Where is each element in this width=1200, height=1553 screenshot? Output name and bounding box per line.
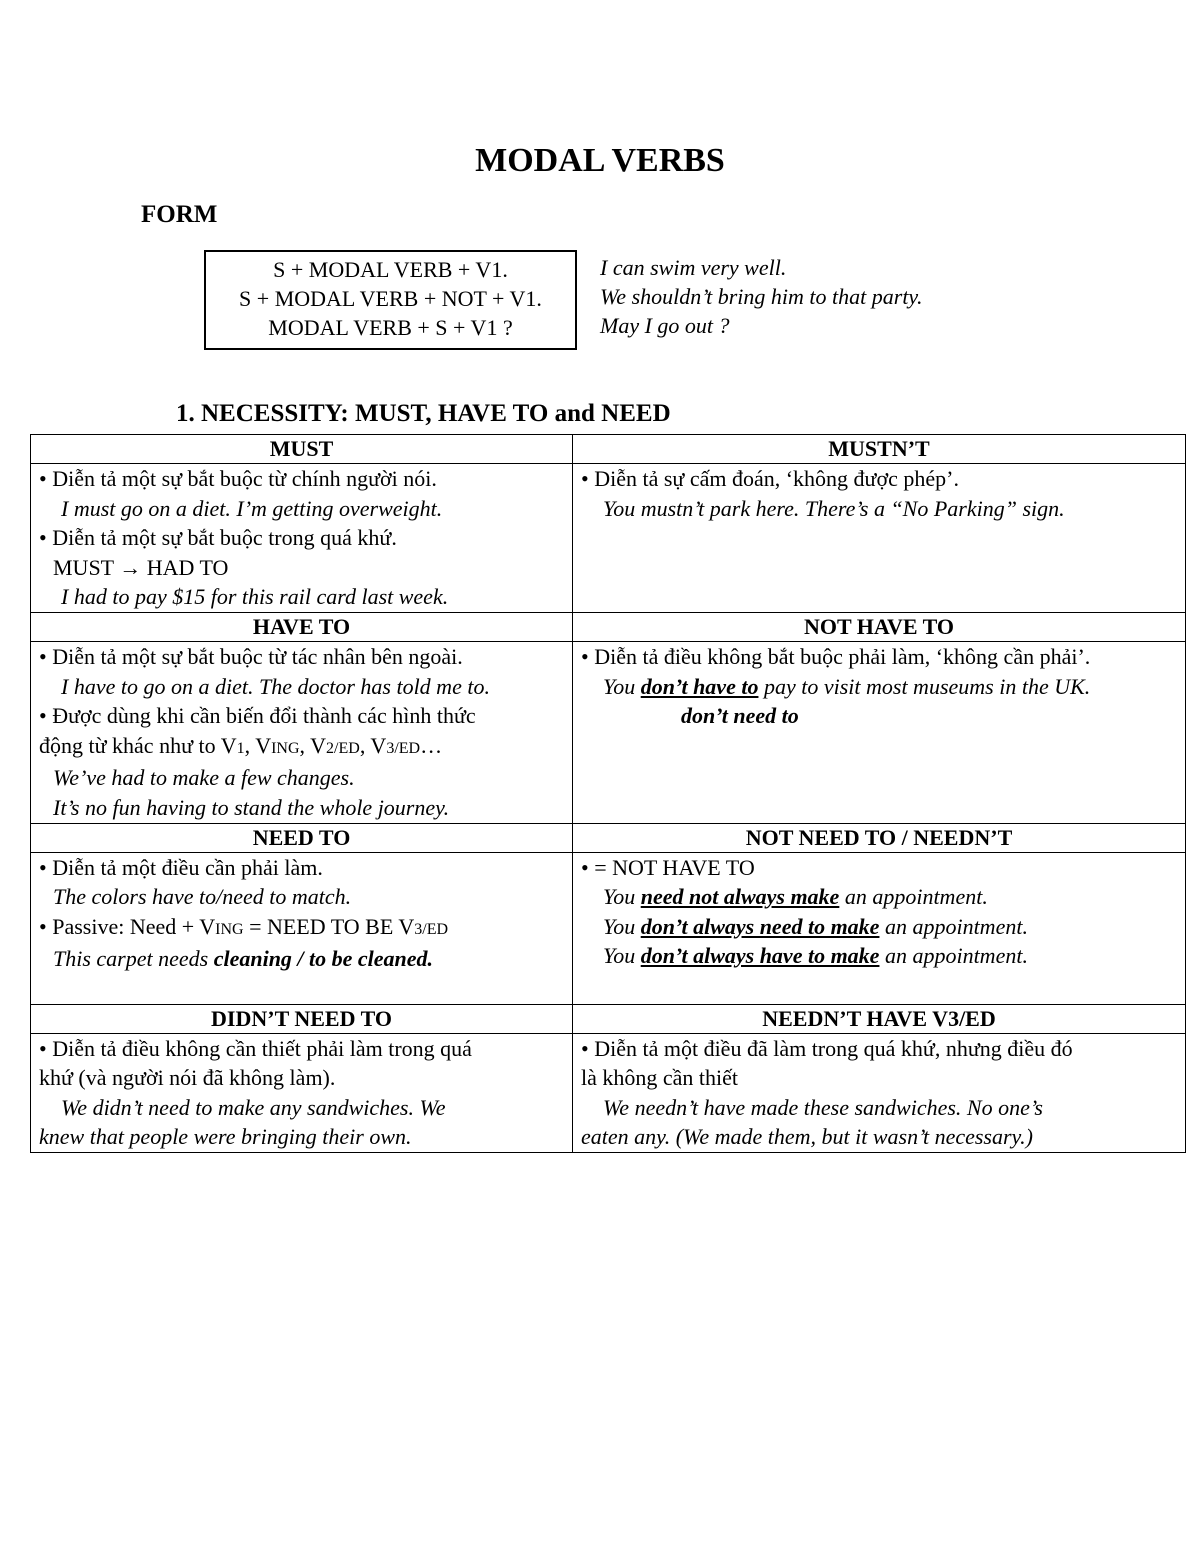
header-not-need-to: NOT NEED TO / NEEDN’T: [573, 823, 1186, 852]
text-span: an appointment.: [879, 913, 1028, 939]
cell-didnt-need-to: [31, 1033, 573, 1152]
header-have-to: HAVE TO: [31, 612, 573, 641]
header-must: MUST: [31, 435, 573, 464]
example-text: It’s no fun having to stand the whole journey.: [53, 794, 450, 820]
example-text: [581, 672, 1185, 702]
cell-must: [31, 464, 573, 613]
bullet-text: • Diễn tả một sự bắt buộc từ tác nhân bên ngoài.: [39, 643, 463, 669]
example-text: [581, 941, 1185, 971]
example-text: [581, 912, 1185, 942]
cell-have-to: [31, 641, 573, 823]
form-examples: [600, 253, 922, 340]
bullet-text: • Diễn tả điều không cần thiết phải làm trong quá: [39, 1035, 472, 1061]
text-span: You: [603, 943, 641, 969]
form-heading: FORM: [141, 201, 218, 228]
table-row: [31, 435, 1186, 464]
bullet-text: • Diễn tả một điều cần phải làm.: [39, 854, 323, 880]
example-text: The colors have to/need to match.: [53, 884, 352, 910]
table-row: [31, 641, 1186, 823]
emphasis-text: don’t have to: [640, 673, 759, 699]
example-text: We needn’t have made these sandwiches. No one’s: [603, 1094, 1043, 1120]
example-text: We didn’t need to make any sandwiches. We: [61, 1094, 446, 1120]
bullet-text-continued: [39, 731, 572, 764]
text-span: an appointment.: [839, 884, 988, 910]
text-span: động từ khác như to V: [39, 732, 237, 758]
table-row: [31, 852, 1186, 1004]
header-neednt-have: NEEDN’T HAVE V3/ED: [573, 1004, 1186, 1033]
bullet-text: • Diễn tả điều không bắt buộc phải làm, ‘không cần phải’.: [581, 643, 1091, 669]
spacer: [39, 974, 572, 1004]
text-span: pay to visit most museums in the UK.: [758, 673, 1091, 699]
form-example: I can swim very well.: [600, 255, 787, 280]
text-span: an appointment.: [879, 943, 1028, 969]
table-row: [31, 464, 1186, 613]
table-row: [31, 823, 1186, 852]
note-text: MUST → HAD TO: [53, 554, 229, 580]
text-span: 3/ED: [386, 739, 421, 757]
emphasis-text: need not always make: [640, 884, 840, 910]
example-text: [39, 944, 572, 974]
text-span: You: [603, 673, 641, 699]
alternative-text: don’t need to: [681, 703, 799, 729]
bullet-text-continued: là không cần thiết: [581, 1065, 739, 1091]
text-span: 1: [236, 739, 245, 757]
text-span: …: [420, 732, 443, 758]
bullet-text: • Diễn tả một sự bắt buộc từ chính người nói.: [39, 466, 437, 491]
form-example: May I go out ?: [600, 313, 730, 338]
example-text: You mustn’t park here. There’s a “No Parking” sign.: [603, 495, 1065, 521]
example-text: eaten any. (We made them, but it wasn’t necessary.): [581, 1124, 1033, 1150]
text-span: • Passive: Need + V: [39, 913, 216, 939]
example-text: [581, 882, 1185, 912]
emphasis-text: cleaning / to be cleaned.: [213, 946, 434, 972]
example-text: I must go on a diet. I’m getting overweight.: [61, 495, 443, 521]
text-span: , V: [244, 732, 272, 758]
cell-not-need-to: [573, 852, 1186, 1004]
text-span: 2/ED: [326, 739, 360, 757]
header-mustnt: MUSTN’T: [573, 435, 1186, 464]
text-span: 3/ED: [414, 920, 449, 938]
form-pattern: S + MODAL VERB + V1.: [273, 257, 508, 282]
cell-not-have-to: [573, 641, 1186, 823]
text-span: = NEED TO BE V: [243, 913, 415, 939]
text-span: You: [603, 884, 641, 910]
page-title: MODAL VERBS: [475, 142, 725, 179]
header-didnt-need-to: DIDN’T NEED TO: [31, 1004, 573, 1033]
bullet-text-continued: khứ (và người nói đã không làm).: [39, 1065, 336, 1091]
section-heading: 1. NECESSITY: MUST, HAVE TO and NEED: [176, 400, 671, 427]
cell-need-to: [31, 852, 573, 1004]
bullet-text: • Diễn tả một sự bắt buộc trong quá khứ.: [39, 525, 397, 551]
bullet-text: • = NOT HAVE TO: [581, 854, 755, 880]
emphasis-text: don’t always need to make: [640, 913, 880, 939]
emphasis-text: don’t always have to make: [640, 943, 880, 969]
text-span: ING: [215, 920, 244, 938]
example-text: We’ve had to make a few changes.: [53, 765, 355, 791]
text-span: ING: [271, 739, 300, 757]
form-example: We shouldn’t bring him to that party.: [600, 284, 923, 309]
example-text: I had to pay $15 for this rail card last week.: [61, 584, 449, 610]
cell-mustnt: [573, 464, 1186, 613]
necessity-table: [30, 434, 1186, 1153]
bullet-text: [39, 912, 572, 945]
bullet-text: • Diễn tả một điều đã làm trong quá khứ, nhưng điều đó: [581, 1035, 1073, 1061]
table-row: [31, 612, 1186, 641]
text-span: , V: [299, 732, 327, 758]
cell-neednt-have: [573, 1033, 1186, 1152]
text-span: , V: [359, 732, 387, 758]
table-row: [31, 1004, 1186, 1033]
example-text: knew that people were bringing their own.: [39, 1124, 412, 1150]
table-row: [31, 1033, 1186, 1152]
form-pattern: MODAL VERB + S + V1 ?: [268, 315, 513, 340]
example-text: I have to go on a diet. The doctor has told me to.: [61, 673, 490, 699]
text-span: You: [603, 913, 641, 939]
form-pattern: S + MODAL VERB + NOT + V1.: [239, 286, 542, 311]
header-not-have-to: NOT HAVE TO: [573, 612, 1186, 641]
bullet-text: • Được dùng khi cần biến đổi thành các hình thức: [39, 703, 476, 729]
header-need-to: NEED TO: [31, 823, 573, 852]
form-pattern-box: [204, 250, 577, 350]
text-span: This carpet needs: [53, 946, 214, 972]
bullet-text: • Diễn tả sự cấm đoán, ‘không được phép’.: [581, 466, 959, 491]
